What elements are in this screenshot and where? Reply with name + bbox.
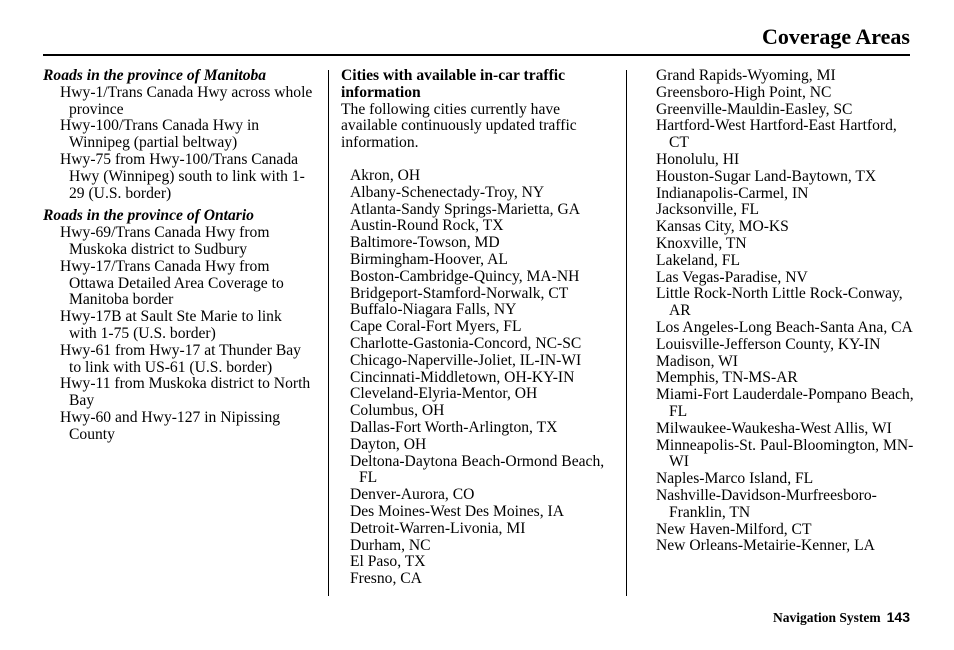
city-item: Milwaukee-Waukesha-West Allis, WI — [656, 419, 892, 437]
column-divider — [328, 70, 329, 596]
traffic-cities-column — [341, 68, 616, 588]
road-item: Hwy-17B at Sault Ste Marie to link with 1-75 (U.S. border) — [60, 308, 282, 342]
city-item: Indianapolis-Carmel, IN — [656, 184, 809, 202]
city-item: Cincinnati-Middletown, OH-KY-IN — [350, 368, 575, 386]
city-item: Cape Coral-Fort Myers, FL — [350, 318, 522, 336]
city-item: Dayton, OH — [350, 435, 427, 453]
city-item: Columbus, OH — [350, 402, 445, 420]
road-item: Hwy-100/Trans Canada Hwy in Winnipeg (partial beltway) — [60, 117, 260, 152]
city-item: Akron, OH — [350, 166, 421, 184]
city-item: Deltona-Daytona Beach-Ormond Beach, FL — [350, 452, 605, 487]
city-item: Bridgeport-Stamford-Norwalk, CT — [350, 284, 569, 302]
city-item: Memphis, TN-MS-AR — [656, 369, 798, 387]
city-item: Knoxville, TN — [656, 234, 747, 252]
page-footer — [773, 609, 910, 626]
city-item: Greensboro-High Point, NC — [656, 83, 832, 101]
city-item: Grand Rapids-Wyoming, MI — [656, 67, 836, 84]
city-item: Birmingham-Hoover, AL — [350, 250, 508, 268]
city-item: New Orleans-Metairie-Kenner, LA — [656, 537, 875, 555]
section-heading: Roads in the province of Ontario — [43, 207, 254, 225]
city-item: Charlotte-Gastonia-Concord, NC-SC — [350, 334, 582, 352]
canada-roads-column — [43, 68, 313, 444]
city-item: Dallas-Fort Worth-Arlington, TX — [350, 418, 558, 436]
city-item: Los Angeles-Long Beach-Santa Ana, CA — [656, 318, 913, 336]
city-item: Albany-Schenectady-Troy, NY — [350, 183, 545, 201]
footer-label: Navigation System — [773, 610, 881, 625]
road-item: Hwy-1/Trans Canada Hwy across whole province — [60, 83, 313, 118]
city-item: Buffalo-Niagara Falls, NY — [350, 301, 517, 319]
city-list — [656, 68, 916, 555]
page-number: 143 — [886, 609, 910, 625]
city-item: Kansas City, MO-KS — [656, 218, 789, 236]
city-item: Boston-Cambridge-Quincy, MA-NH — [350, 267, 580, 285]
page-title: Coverage Areas — [761, 24, 910, 49]
road-item: Hwy-75 from Hwy-100/Trans Canada Hwy (Winnipeg) south to link with 1-29 (U.S. border) — [60, 150, 305, 202]
city-item: El Paso, TX — [350, 553, 426, 571]
city-item: Atlanta-Sandy Springs-Marietta, GA — [350, 200, 580, 218]
city-item: Nashville-Davidson-Murfreesboro-Franklin, TN — [656, 486, 877, 521]
city-item: Louisville-Jefferson County, KY-IN — [656, 335, 881, 353]
header-rule — [43, 54, 910, 56]
city-item: Denver-Aurora, CO — [350, 486, 475, 504]
city-item: Fresno, CA — [350, 570, 422, 588]
city-item: Naples-Marco Island, FL — [656, 470, 814, 488]
city-item: Des Moines-West Des Moines, IA — [350, 502, 564, 520]
city-item: Detroit-Warren-Livonia, MI — [350, 519, 526, 537]
section-heading: Cities with available in-car traffic information — [341, 67, 566, 101]
road-item: Hwy-60 and Hwy-127 in Nipissing County — [60, 408, 281, 443]
city-item: New Haven-Milford, CT — [656, 520, 812, 538]
column-divider — [626, 70, 627, 596]
city-item: Durham, NC — [350, 536, 431, 554]
city-item: Baltimore-Towson, MD — [350, 234, 500, 252]
city-item: Las Vegas-Paradise, NV — [656, 268, 808, 286]
city-item: Little Rock-North Little Rock-Conway, AR — [656, 285, 903, 320]
city-item: Hartford-West Hartford-East Hartford, CT — [656, 117, 897, 152]
city-item: Madison, WI — [656, 352, 739, 370]
city-item: Chicago-Naperville-Joliet, IL-IN-WI — [350, 351, 582, 369]
road-item: Hwy-17/Trans Canada Hwy from Ottawa Detailed Area Coverage to Manitoba border — [60, 257, 284, 309]
section-heading: Roads in the province of Manitoba — [43, 67, 267, 84]
road-item: Hwy-69/Trans Canada Hwy from Muskoka district to Sudbury — [60, 224, 270, 258]
city-item: Greenville-Mauldin-Easley, SC — [656, 100, 853, 118]
road-item: Hwy-11 from Muskoka district to North Bay — [60, 375, 311, 410]
city-item: Cleveland-Elyria-Mentor, OH — [350, 385, 538, 403]
city-item: Minneapolis-St. Paul-Bloomington, MN-WI — [656, 436, 914, 471]
road-item: Hwy-61 from Hwy-17 at Thunder Bay to link with US-61 (U.S. border) — [60, 341, 301, 376]
city-item: Jacksonville, FL — [656, 201, 760, 219]
city-item: Houston-Sugar Land-Baytown, TX — [656, 167, 877, 185]
city-item: Lakeland, FL — [656, 251, 741, 269]
city-item: Miami-Fort Lauderdale-Pompano Beach, FL — [656, 386, 914, 420]
traffic-cities-column-continued — [656, 68, 916, 555]
intro-text: The following cities currently have available continuously updated traffic information. — [341, 100, 577, 152]
city-item: Honolulu, HI — [656, 150, 740, 168]
city-item: Austin-Round Rock, TX — [350, 217, 504, 235]
city-list — [341, 168, 616, 588]
